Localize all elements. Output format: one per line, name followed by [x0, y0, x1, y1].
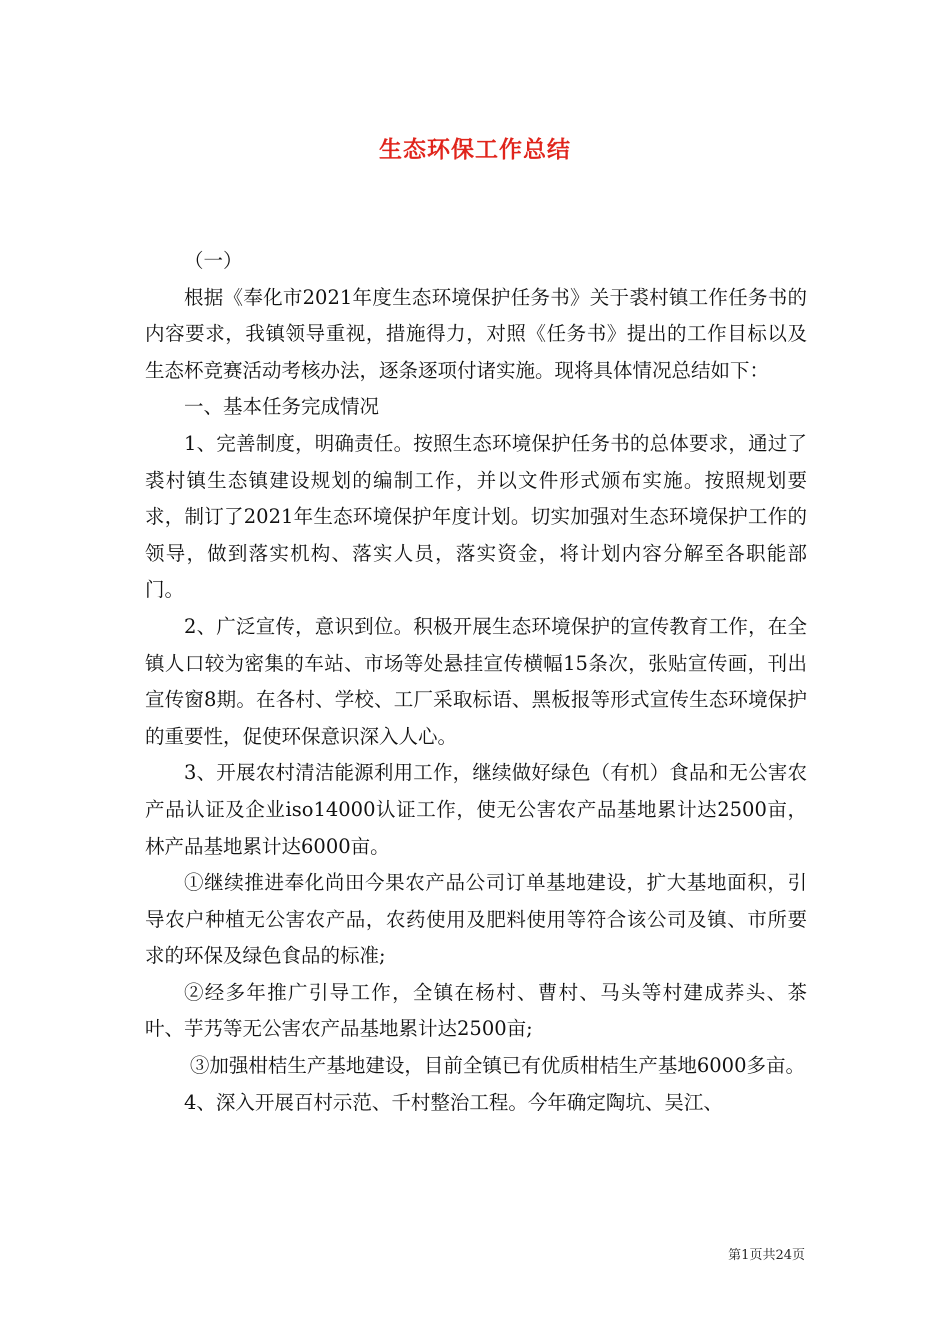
- document-body: [145, 243, 807, 1121]
- list-item-2: ②经多年推广引导工作，全镇在杨村、曹村、马头等村建成荞头、茶叶、芋艿等无公害农产品基地累计达2500亩;: [145, 980, 807, 1041]
- body-paragraph-4: 4、深入开展百村示范、千村整治工程。今年确定陶坑、吴江、: [184, 1090, 723, 1114]
- body-paragraph-2: 2、广泛宣传，意识到位。积极开展生态环境保护的宣传教育工作，在全镇人口较为密集的车站、市场等处悬挂宣传横幅15条次，张贴宣传画，刊出宣传窗8期。在各村、学校、工厂采取标语、黑板报等形式宣传生态环境保护的重要性，促使环保意识深入人心。: [145, 614, 807, 748]
- body-paragraph-1: 1、完善制度，明确责任。按照生态环境保护任务书的总体要求，通过了裘村镇生态镇建设规划的编制工作，并以文件形式颁布实施。按照规划要求，制订了2021年生态环境保护年度计划。切实加强对生态环境保护工作的领导，做到落实机构、落实人员，落实资金，将计划内容分解至各职能部门。: [145, 431, 807, 602]
- intro-paragraph: 根据《奉化市2021年度生态环境保护任务书》关于裘村镇工作任务书的内容要求，我镇领导重视，措施得力，对照《任务书》提出的工作目标以及生态杯竞赛活动考核办法，逐条逐项付诸实施。现将具体情况总结如下：: [145, 285, 807, 382]
- section-number: （一）: [184, 249, 243, 272]
- body-paragraph-3: 3、开展农村清洁能源利用工作，继续做好绿色（有机）食品和无公害农产品认证及企业iso14000认证工作，使无公害农产品基地累计达2500亩，林产品基地累计达6000亩。: [145, 761, 807, 858]
- document-title: 生态环保工作总结: [379, 137, 571, 163]
- list-item-1: ①继续推进奉化尚田今果农产品公司订单基地建设，扩大基地面积，引导农户种植无公害农产品，农药使用及肥料使用等符合该公司及镇、市所要求的环保及绿色食品的标准;: [145, 871, 807, 968]
- section-heading: 一、基本任务完成情况: [184, 395, 380, 419]
- list-item-3: ③加强柑桔生产基地建设，目前全镇已有优质柑桔生产基地6000多亩。: [189, 1054, 805, 1078]
- page-number: 第1页共24页: [728, 1248, 805, 1263]
